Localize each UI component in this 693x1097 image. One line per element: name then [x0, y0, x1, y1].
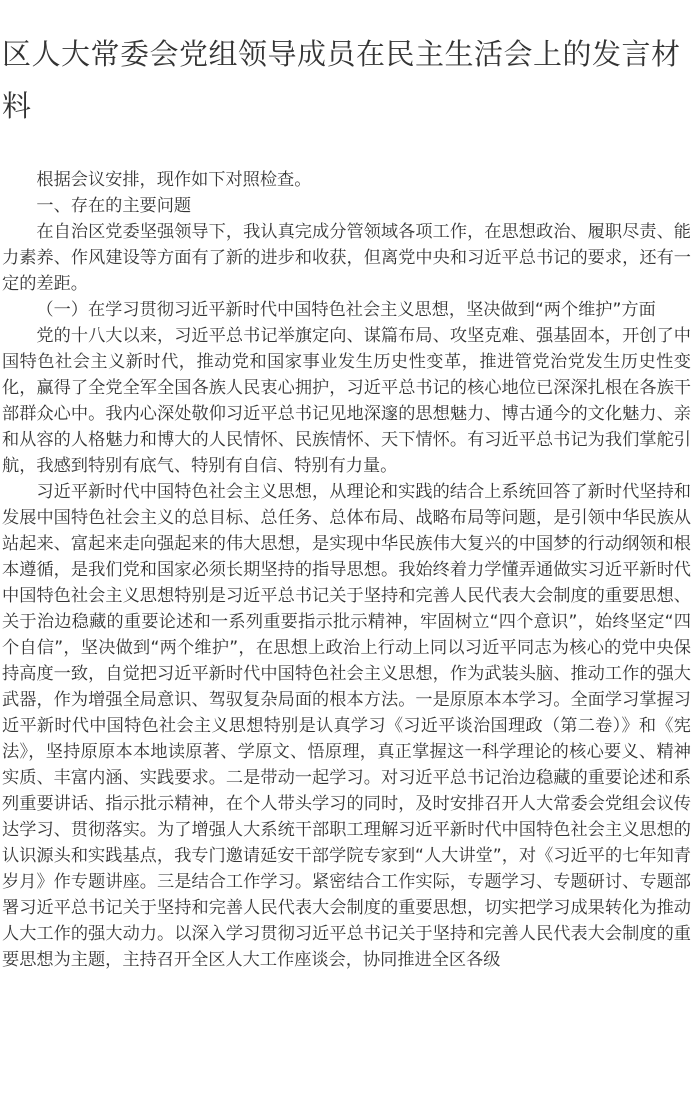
- subsection-heading: （一）在学习贯彻习近平新时代中国特色社会主义思想，坚决做到“两个维护”方面: [36, 300, 656, 320]
- paragraph-intro: 根据会议安排，现作如下对照检查。: [36, 170, 312, 190]
- document-body: [2, 167, 691, 973]
- page-title: 区人大常委会党组领导成员在民主生活会上的发言材料: [2, 37, 681, 123]
- paragraph: 习近平新时代中国特色社会主义思想，从理论和实践的结合上系统回答了新时代坚持和发展中国特色社会主义的总目标、总任务、总体布局、战略布局等问题，是引领中华民族从站起来、富起来走向强起来的伟大思想，是实现中华民族伟大复兴的中国梦的行动纲领和根本遵循，是我们党和国家必须长期坚持的指导思想。我始终着力学懂弄通做实习近平新时代中国特色社会主义思想特别是习近平总书记关于坚持和完善人民代表大会制度的重要思想、关于治边稳藏的重要论述和一系列重要指示批示精神，牢固树立“四个意识”，始终坚定“四个自信”，坚决做到“两个维护”，在思想上政治上行动上同以习近平同志为核心的党中央保持高度一致，自觉把习近平新时代中国特色社会主义思想，作为武装头脑、推动工作的强大武器，作为增强全局意识、驾驭复杂局面的根本方法。一是原原本本学习。全面学习掌握习近平新时代中国特色社会主义思想特别是认真学习《习近平谈治国理政（第二卷）》和《宪法》，坚持原原本本地读原著、学原文、悟原理，真正掌握这一科学理论的核心要义、精神实质、丰富内涵、实践要求。二是带动一起学习。对习近平总书记治边稳藏的重要论述和系列重要讲话、指示批示精神，在个人带头学习的同时，及时安排召开人大常委会党组会议传达学习、贯彻落实。为了增强人大系统干部职工理解习近平新时代中国特色社会主义思想的认识源头和实践基点，我专门邀请延安干部学院专家到“人大讲堂”，对《习近平的七年知青岁月》作专题讲座。三是结合工作学习。紧密结合工作实际，专题学习、专题研讨、专题部署习近平总书记关于坚持和完善人民代表大会制度的重要思想，切实把学习成果转化为推动人大工作的强大动力。以深入学习贯彻习近平总书记关于坚持和完善人民代表大会制度的重要思想为主题，主持召开全区人大工作座谈会，协同推进全区各级: [2, 482, 691, 970]
- paragraph: 在自治区党委坚强领导下，我认真完成分管领域各项工作，在思想政治、履职尽责、能力素养、作风建设等方面有了新的进步和收获，但离党中央和习近平总书记的要求，还有一定的差距。: [2, 222, 691, 294]
- paragraph: 党的十八大以来，习近平总书记举旗定向、谋篇布局、攻坚克难、强基固本，开创了中国特色社会主义新时代，推动党和国家事业发生历史性变革，推进管党治党发生历史性变化，赢得了全党全军全国各族人民衷心拥护，习近平总书记的核心地位已深深扎根在各族干部群众心中。我内心深处敬仰习近平总书记见地深邃的思想魅力、博古通今的文化魅力、亲和从容的人格魅力和博大的人民情怀、民族情怀、天下情怀。有习近平总书记为我们掌舵引航，我感到特别有底气、特别有自信、特别有力量。: [2, 326, 691, 476]
- section-heading: 一、存在的主要问题: [36, 196, 192, 216]
